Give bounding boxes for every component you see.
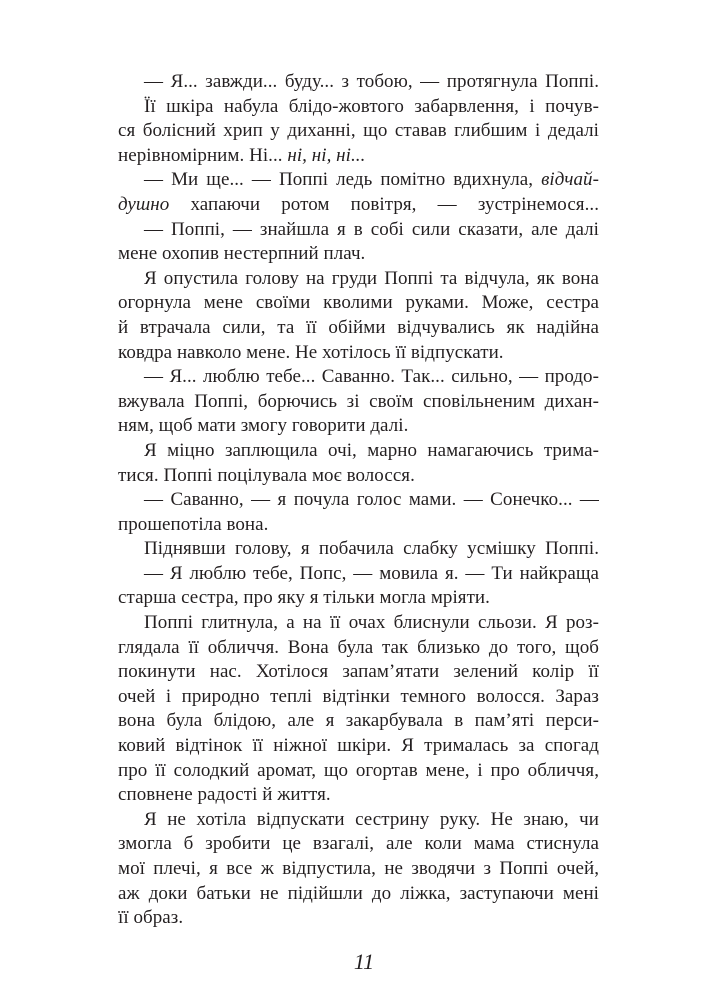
text-line-9 — [118, 267, 599, 292]
text-segment: аж доки батьки не підійшли до ліжка, заступаючи мені — [118, 882, 599, 904]
text-line-4 — [118, 144, 599, 169]
text-segment: — Я люблю тебе, Попс, — мовила я. — Ти найкраща — [144, 562, 599, 584]
text-segment: Я міцно заплющила очі, марно намагаючись трима- — [144, 439, 599, 461]
text-line-29 — [118, 759, 599, 784]
text-line-27 — [118, 709, 599, 734]
text-segment: Її шкіра набула блідо-жовтого забарвлення, і почув- — [144, 95, 599, 117]
text-line-1 — [118, 70, 599, 95]
text-line-5 — [118, 168, 599, 193]
text-segment: — Я... люблю тебе... Саванно. Так... сильно, — продо- — [144, 366, 599, 388]
text-segment: мої плечі, я все ж відпустила, не зводячи з Поппі очей, — [118, 858, 599, 879]
text-line-2 — [118, 95, 599, 120]
text-segment: прошепотіла вона. — [118, 513, 269, 535]
text-line-6 — [118, 193, 599, 218]
text-segment: ням, щоб мати змогу говорити далі. — [118, 415, 409, 437]
text-segment: тися. Поппі поцілувала моє волосся. — [118, 464, 415, 486]
text-segment: — Ми ще... — Поппі ледь помітно вдихнула, — [144, 169, 542, 191]
text-segment: сповнене радості й життя. — [118, 784, 331, 806]
body-text — [118, 70, 599, 931]
text-segment: ся болісний хрип у диханні, що ставав глибшим і дедалі — [118, 120, 599, 142]
text-segment: Я не хотіла відпускати сестрину руку. Не знаю, чи — [144, 808, 599, 830]
text-segment: ковий відтінок її ніжної шкіри. Я трималась за спогад — [118, 735, 599, 757]
text-segment: Поппі глитнула, а на її очах блиснули сльози. Я роз- — [144, 612, 599, 634]
text-segment: старша сестра, про яку я тільки могла мріяти. — [118, 587, 490, 609]
text-segment: вжувала Поппі, борючись зі своїм сповільненим дихан- — [118, 390, 599, 412]
text-line-16 — [118, 439, 599, 464]
text-line-22 — [118, 586, 599, 611]
text-line-3 — [118, 119, 599, 144]
text-line-12 — [118, 341, 599, 366]
text-line-24 — [118, 636, 599, 661]
text-line-17 — [118, 464, 599, 489]
text-line-18 — [118, 488, 599, 513]
text-segment: хапаючи ротом повітря, — зустрінемося... — [169, 193, 599, 215]
text-line-25 — [118, 660, 599, 685]
text-segment: Піднявши голову, я побачила слабку усмішку Поппі. — [144, 538, 599, 560]
text-line-20 — [118, 537, 599, 562]
text-segment: змогла б зробити це взагалі, але коли мама стиснула — [118, 833, 599, 855]
text-segment: вона була блідою, але я закарбувала в пам’яті перси- — [118, 710, 599, 732]
text-segment: — Поппі, — знайшла я в собі сили сказати, але далі — [144, 218, 599, 240]
page-number: 11 — [353, 949, 375, 974]
text-line-10 — [118, 291, 599, 316]
text-line-8 — [118, 242, 599, 267]
text-line-21 — [118, 562, 599, 587]
text-segment: ні, ні, ні... — [287, 144, 366, 166]
text-line-33 — [118, 857, 599, 882]
text-line-11 — [118, 316, 599, 341]
text-line-7 — [118, 218, 599, 243]
text-line-15 — [118, 414, 599, 439]
text-segment: про її солодкий аромат, що огортав мене, і про обличчя, — [118, 759, 599, 781]
text-line-28 — [118, 734, 599, 759]
text-segment: її образ. — [118, 907, 184, 929]
text-segment: очей і природно теплі відтінки темного волосся. Зараз — [118, 685, 599, 707]
text-line-13 — [118, 365, 599, 390]
text-line-14 — [118, 390, 599, 415]
text-segment: Я опустила голову на груди Поппі та відчула, як вона — [144, 267, 599, 289]
text-segment: душно — [118, 193, 170, 215]
text-segment: відчай- — [541, 169, 599, 191]
text-line-30 — [118, 783, 599, 808]
text-line-26 — [118, 685, 599, 710]
text-line-35 — [118, 906, 599, 931]
text-segment: глядала її обличчя. Вона була так близько до того, щоб — [118, 636, 599, 658]
text-segment: покинути нас. Хотілося запам’ятати зелений колір її — [118, 661, 599, 683]
text-line-19 — [118, 513, 599, 538]
text-segment: огорнула мене своїми кволими руками. Може, сестра — [118, 292, 599, 314]
text-segment: й втрачала сили, та її обійми відчувались як надійна — [118, 316, 599, 338]
text-segment: — Саванно, — я почула голос мами. — Сонечко... — — [144, 489, 599, 511]
text-segment: ковдра навколо мене. Не хотілось її відпускати. — [118, 341, 504, 363]
text-line-32 — [118, 832, 599, 857]
text-segment: нерівномірним. Ні... — [118, 144, 288, 166]
text-segment: — Я... завжди... буду... з тобою, — протягнула Поппі. — [144, 71, 599, 92]
text-line-23 — [118, 611, 599, 636]
text-line-34 — [118, 882, 599, 907]
text-segment: мене охопив нестерпний плач. — [118, 243, 366, 265]
text-line-31 — [118, 808, 599, 833]
